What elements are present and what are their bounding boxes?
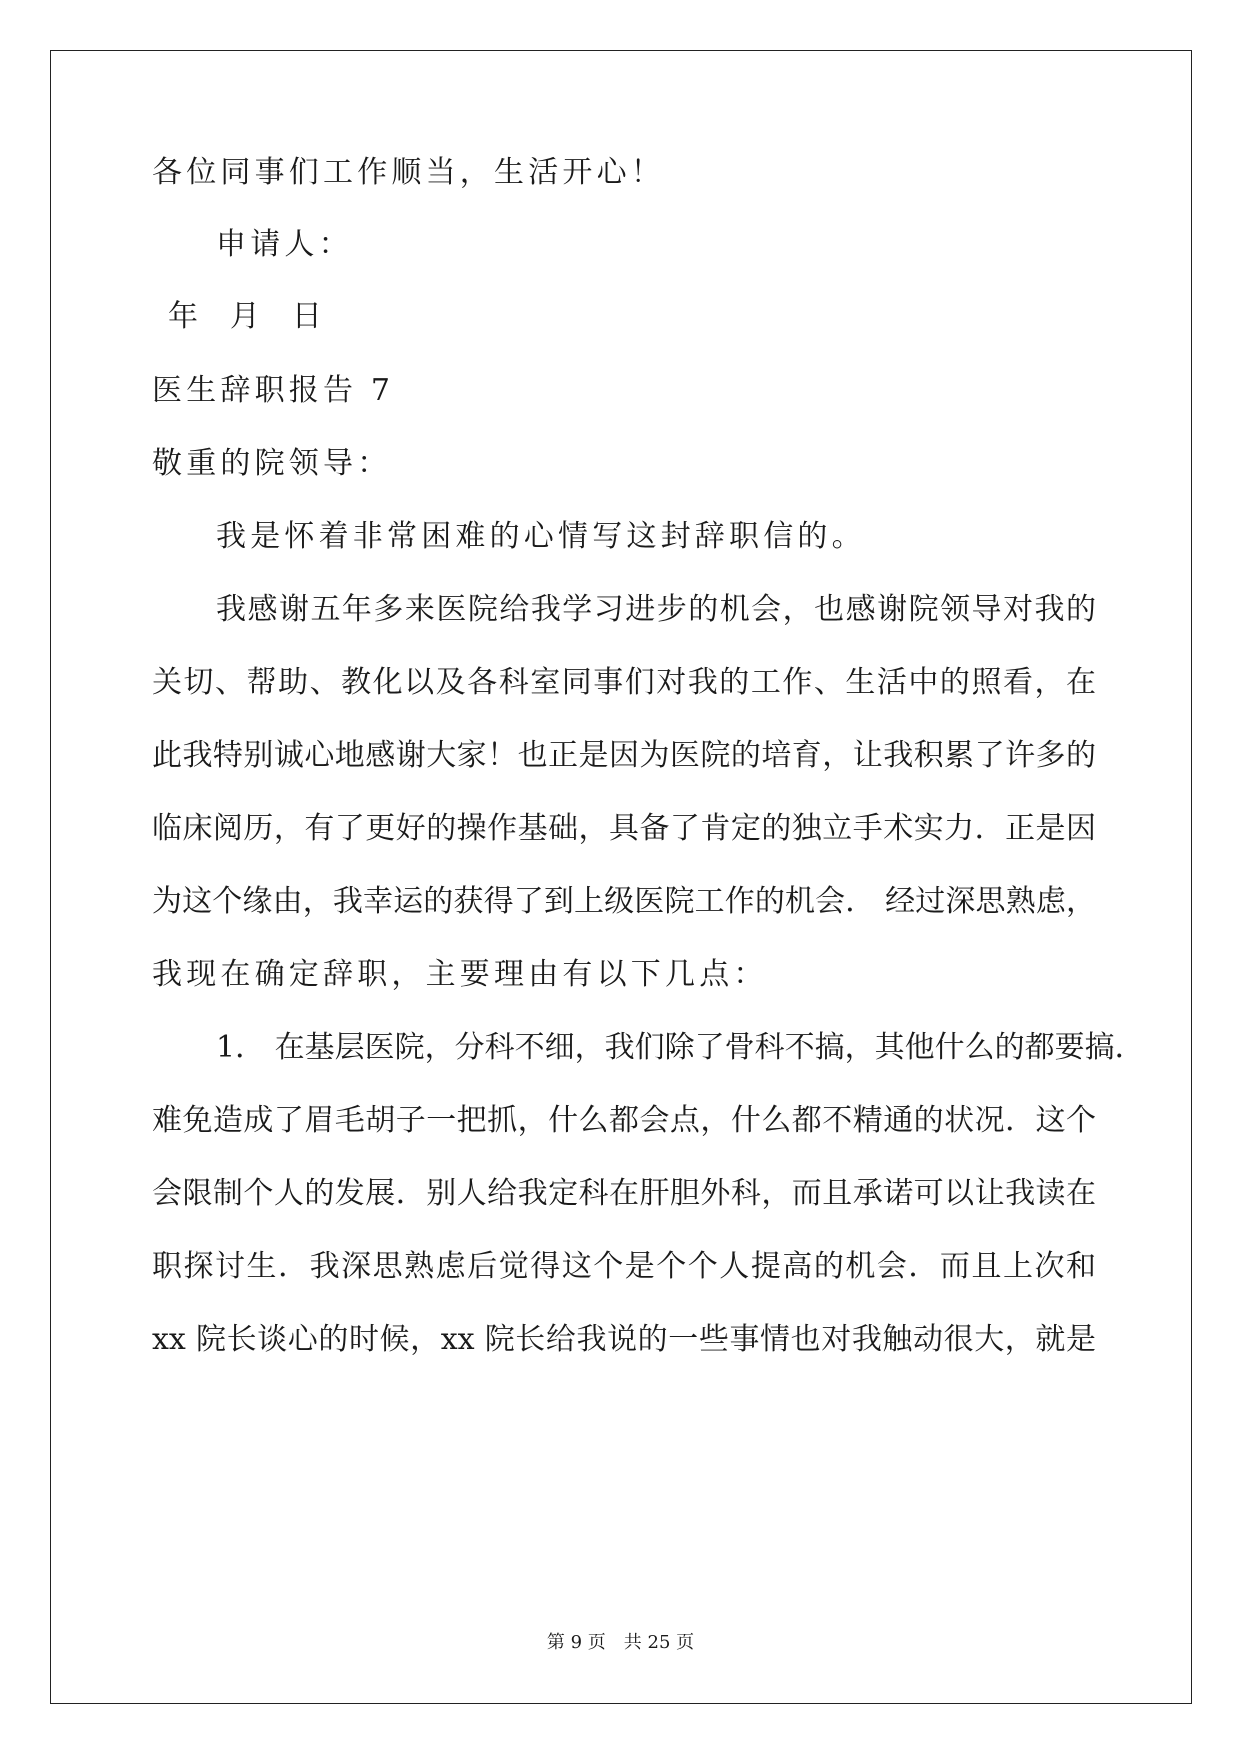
page-number: 第 9 页 共 25 页 — [546, 1632, 695, 1653]
text-line-list-item: 职探讨生．我深思熟虑后觉得这个是个个人提高的机会．而且上次和 — [152, 1249, 1096, 1284]
text-line-closing-wish: 各位同事们工作顺当，生活开心！ — [152, 155, 665, 190]
text-line-paragraph: 我现在确定辞职，主要理由有以下几点： — [152, 957, 768, 992]
text-line-paragraph: 临床阅历，有了更好的操作基础，具备了肯定的独立手术实力．正是因 — [152, 811, 1096, 846]
text-line-opening: 我是怀着非常困难的心情写这封辞职信的。 — [216, 519, 866, 554]
text-line-applicant: 申请人： — [216, 227, 353, 262]
text-line-list-item: 1． 在基层医院，分科不细，我们除了骨科不搞，其他什么的都要搞． — [216, 1030, 1145, 1065]
section-heading: 医生辞职报告 7 — [152, 373, 395, 408]
text-line-paragraph: 关切、帮助、教化以及各科室同事们对我的工作、生活中的照看，在 — [152, 665, 1096, 700]
text-line-list-item: 难免造成了眉毛胡子一把抓，什么都会点，什么都不精通的状况．这个 — [152, 1103, 1096, 1138]
text-line-paragraph: 为这个缘由，我幸运的获得了到上级医院工作的机会． 经过深思熟虑， — [152, 884, 1096, 919]
salutation: 敬重的院领导： — [152, 446, 392, 481]
text-line-list-item: 会限制个人的发展．别人给我定科在肝胆外科，而且承诺可以让我读在 — [152, 1176, 1096, 1211]
text-line-paragraph: 此我特别诚心地感谢大家！也正是因为医院的培育，让我积累了许多的 — [152, 738, 1096, 773]
text-line-date: 年 月 日 — [168, 299, 327, 334]
text-line-list-item: xx 院长谈心的时候，xx 院长给我说的一些事情也对我触动很大，就是 — [152, 1322, 1096, 1357]
text-line-paragraph: 我感谢五年多来医院给我学习进步的机会，也感谢院领导对我的 — [216, 592, 1096, 627]
